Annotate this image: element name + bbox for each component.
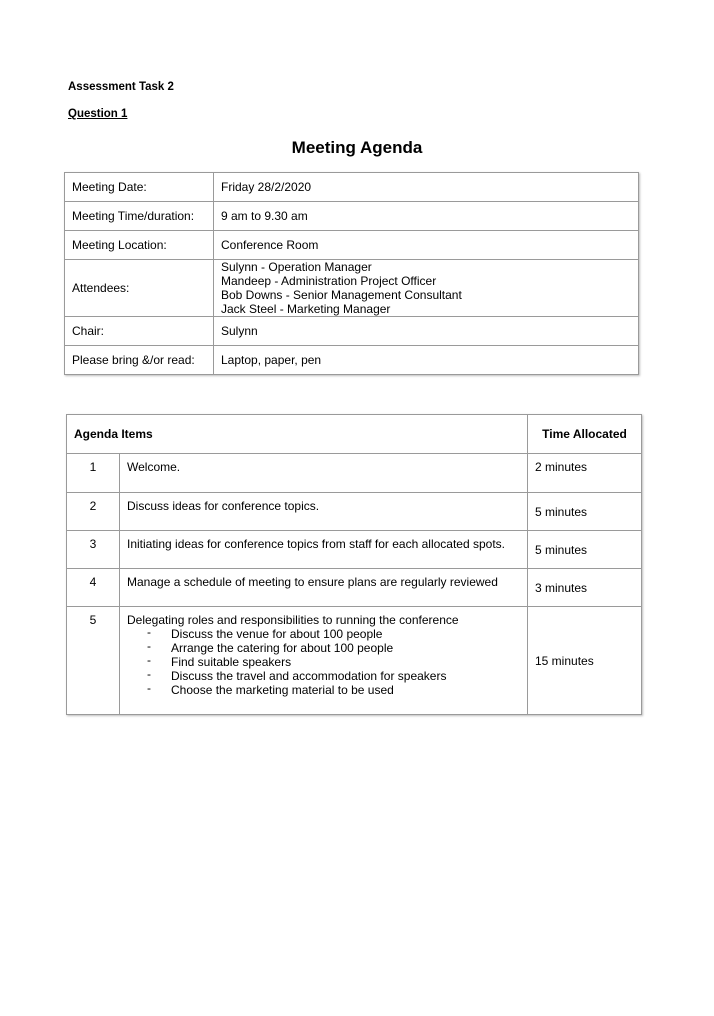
- dash-bullet: -: [147, 667, 151, 681]
- attendee: Sulynn - Operation Manager: [221, 260, 372, 274]
- agenda-item-text: Discuss ideas for conference topics.: [120, 493, 528, 531]
- subitem-text: Choose the marketing material to be used: [171, 683, 394, 697]
- details-row-attendees: [65, 260, 639, 317]
- agenda-items-header: Agenda Items: [67, 415, 528, 454]
- details-row-location: [65, 231, 639, 260]
- agenda-header-row: [67, 415, 642, 454]
- agenda-item-number: 2: [67, 493, 120, 531]
- list-item: [147, 655, 520, 669]
- list-item: [147, 627, 520, 641]
- attendee: Jack Steel - Marketing Manager: [221, 302, 391, 316]
- details-value: 9 am to 9.30 am: [214, 202, 639, 231]
- details-label: Meeting Location:: [65, 231, 214, 260]
- agenda-item-time: 5 minutes: [528, 531, 642, 569]
- details-label: Chair:: [65, 317, 214, 346]
- agenda-item-number: 4: [67, 569, 120, 607]
- agenda-subitems-list: [127, 627, 520, 697]
- agenda-row: [67, 531, 642, 569]
- agenda-item-number: 3: [67, 531, 120, 569]
- subitem-text: Find suitable speakers: [171, 655, 292, 669]
- details-label: Meeting Time/duration:: [65, 202, 214, 231]
- question-title: Question 1: [68, 108, 128, 120]
- agenda-item-text: Initiating ideas for conference topics from staff for each allocated spots.: [120, 531, 528, 569]
- subitem-text: Discuss the venue for about 100 people: [171, 627, 383, 641]
- details-label: Meeting Date:: [65, 173, 214, 202]
- agenda-item-time: 3 minutes: [528, 569, 642, 607]
- details-label: Please bring &/or read:: [65, 346, 214, 375]
- agenda-row: [67, 569, 642, 607]
- list-item: [147, 641, 520, 655]
- agenda-item-number: 5: [67, 607, 120, 715]
- details-value: Conference Room: [214, 231, 639, 260]
- agenda-item-time: 2 minutes: [528, 454, 642, 493]
- agenda-item-time: 15 minutes: [528, 607, 642, 715]
- agenda-item-text: Welcome.: [120, 454, 528, 493]
- agenda-item-number: 1: [67, 454, 120, 493]
- attendees-list: [214, 260, 639, 317]
- time-allocated-header: Time Allocated: [528, 415, 642, 454]
- details-value: Sulynn: [214, 317, 639, 346]
- details-value: Friday 28/2/2020: [214, 173, 639, 202]
- meeting-details-table: [64, 172, 639, 375]
- agenda-row: [67, 493, 642, 531]
- dash-bullet: -: [147, 653, 151, 667]
- details-label: Attendees:: [65, 260, 214, 317]
- details-row-chair: [65, 317, 639, 346]
- subitem-text: Arrange the catering for about 100 people: [171, 641, 394, 655]
- details-value: Laptop, paper, pen: [214, 346, 639, 375]
- dash-bullet: -: [147, 639, 151, 653]
- assessment-task-title: Assessment Task 2: [68, 81, 174, 93]
- subitem-text: Discuss the travel and accommodation for speakers: [171, 669, 447, 683]
- attendee: Mandeep - Administration Project Officer: [221, 274, 437, 288]
- page-title: Meeting Agenda: [291, 138, 423, 157]
- details-row-time: [65, 202, 639, 231]
- agenda-item-block: [120, 607, 528, 715]
- details-row-bring: [65, 346, 639, 375]
- agenda-row: [67, 454, 642, 493]
- list-item: [147, 683, 520, 697]
- agenda-row: [67, 607, 642, 715]
- agenda-item-text: Manage a schedule of meeting to ensure plans are regularly reviewed: [120, 569, 528, 607]
- agenda-item-time: 5 minutes: [528, 493, 642, 531]
- dash-bullet: -: [147, 681, 151, 695]
- agenda-item-text: Delegating roles and responsibilities to running the conference: [127, 613, 459, 627]
- details-row-date: [65, 173, 639, 202]
- agenda-items-table: [66, 414, 642, 715]
- attendee: Bob Downs - Senior Management Consultant: [221, 288, 462, 302]
- dash-bullet: -: [147, 625, 151, 639]
- list-item: [147, 669, 520, 683]
